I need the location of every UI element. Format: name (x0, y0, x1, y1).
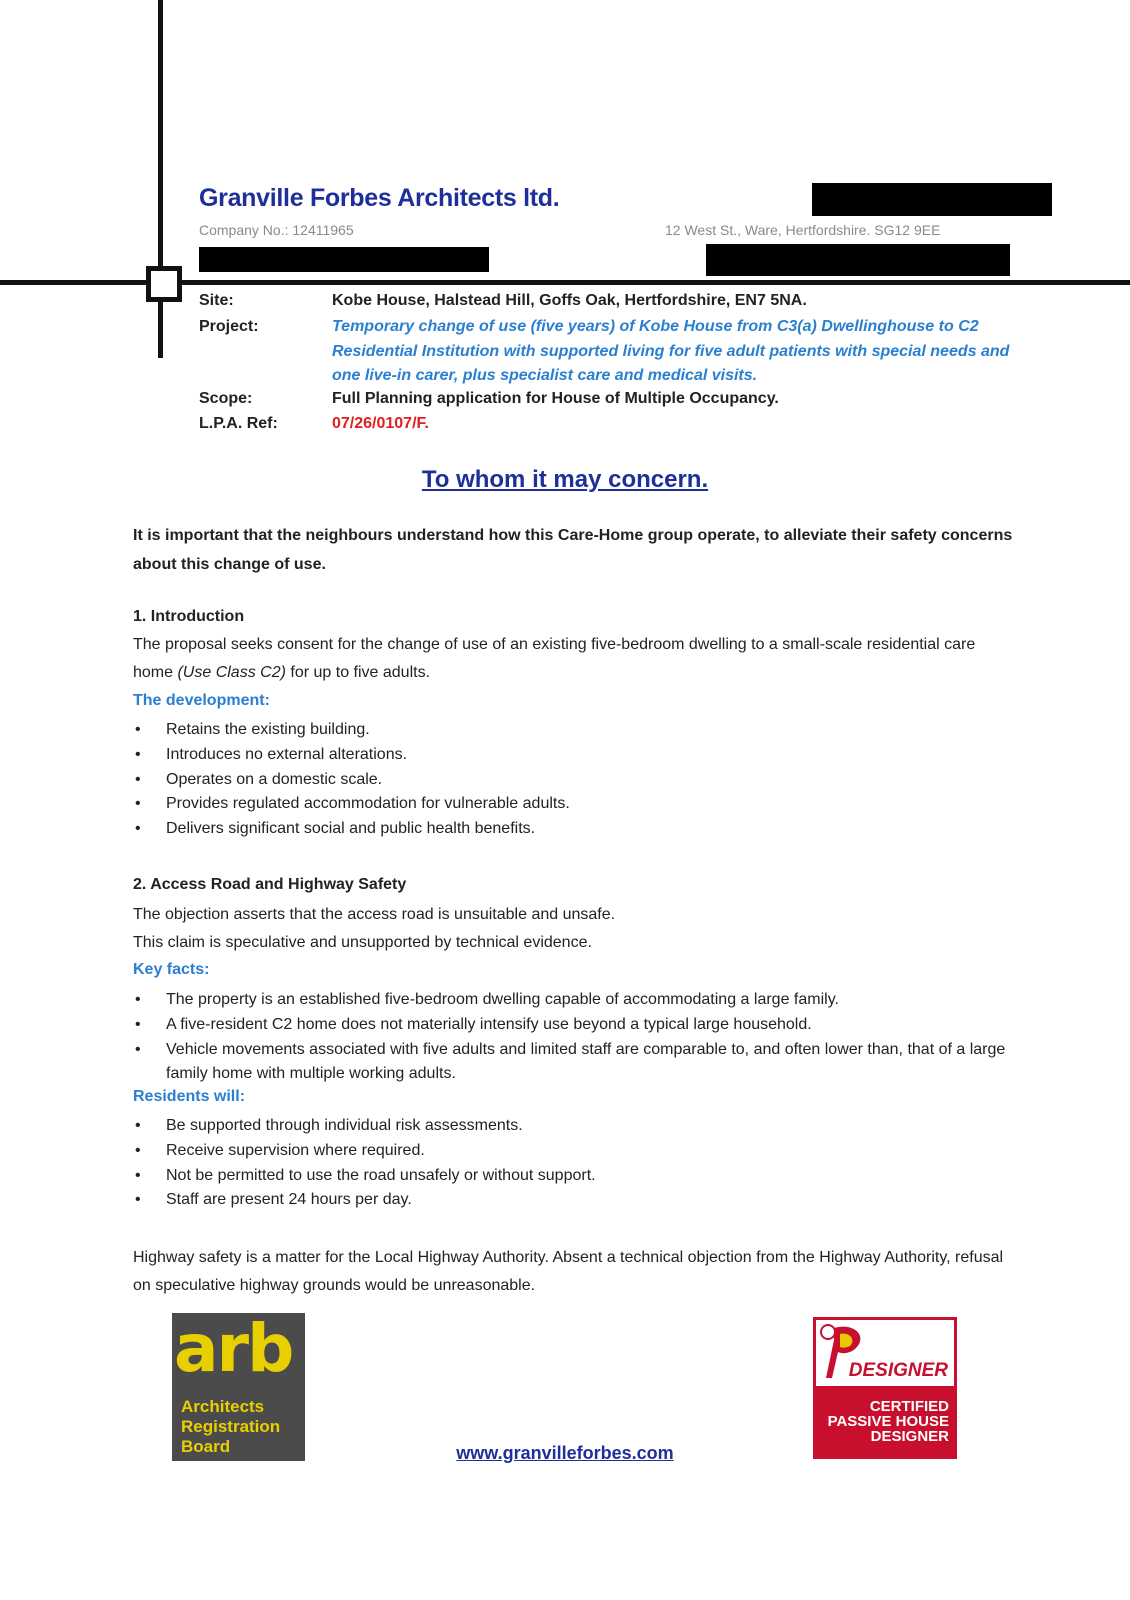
passive-house-cert-text (828, 1399, 949, 1444)
arb-logo-line3: Board (181, 1437, 231, 1456)
closing-paragraph: Highway safety is a matter for the Local Highway Authority. Absent a technical objection from the Highway Authority, refusal on speculative highway grounds would be unreasonable. (133, 1249, 1004, 1294)
list-item: • A five-resident C2 home does not materially intensify use beyond a typical large household. (133, 1013, 1013, 1038)
section1-heading: 1. Introduction (133, 608, 245, 625)
list-item: • Vehicle movements associated with five adults and limited staff are comparable to, and often lower than, that of a large family home with multiple working adults. (133, 1038, 1013, 1088)
section2-heading: 2. Access Road and Highway Safety (133, 876, 407, 893)
residents-list (133, 1114, 1013, 1213)
scope-label: Scope: (199, 390, 253, 407)
redaction-block (812, 183, 1052, 216)
list-item: • The property is an established five-bedroom dwelling capable of accommodating a large family. (133, 988, 1013, 1013)
header-vertical-line (158, 0, 163, 358)
list-item: • Retains the existing building. (133, 718, 1013, 743)
list-item: • Staff are present 24 hours per day. (133, 1188, 1013, 1213)
list-item: • Provides regulated accommodation for vulnerable adults. (133, 792, 1013, 817)
ph-line3: DESIGNER (870, 1428, 949, 1445)
section1-text-b: for up to five adults. (285, 664, 431, 681)
arb-logo-line1: Architects (181, 1397, 265, 1416)
site-value: Kobe House, Halstead Hill, Goffs Oak, Hertfordshire, EN7 5NA. (332, 292, 807, 309)
section1-paragraph (133, 631, 1013, 687)
list-item: • Be supported through individual risk assessments. (133, 1114, 1013, 1139)
passive-house-logo (813, 1317, 957, 1459)
scope-value: Full Planning application for House of Multiple Occupancy. (332, 390, 779, 407)
development-list (133, 718, 1013, 842)
site-label: Site: (199, 292, 234, 309)
company-name: Granville Forbes Architects ltd. (199, 184, 560, 212)
project-value: Temporary change of use (five years) of Kobe House from C3(a) Dwellinghouse to C2 Residential Institution with supported living for five adult patients with special needs and one live-in carer, plus specialist care and medical visits. (332, 318, 1010, 384)
redaction-block (706, 244, 1010, 276)
company-address: 12 West St., Ware, Hertfordshire. SG12 9EE (665, 222, 941, 238)
ref-value-line (332, 415, 429, 433)
project-label: Project: (199, 318, 259, 335)
development-subheading: The development: (133, 692, 270, 709)
intro-paragraph: It is important that the neighbours understand how this Care-Home group operate, to alleviate their safety concerns about this change of use. (133, 527, 1013, 573)
header-corner-box (146, 266, 182, 302)
redaction-block (199, 247, 489, 272)
section2-line2: This claim is speculative and unsupported by technical evidence. (133, 934, 592, 951)
key-facts-list (133, 988, 1013, 1087)
residents-subheading: Residents will: (133, 1088, 246, 1105)
ref-suffix: . (424, 415, 429, 432)
list-item: • Operates on a domestic scale. (133, 768, 1013, 793)
list-item: • Not be permitted to use the road unsafely or without support. (133, 1164, 1013, 1189)
ref-label: L.P.A. Ref: (199, 415, 278, 432)
section1-text-italic: (Use Class C2) (177, 664, 286, 681)
section2-line1: The objection asserts that the access road is unsuitable and unsafe. (133, 906, 616, 923)
ph-line1: CERTIFIED (869, 1398, 949, 1415)
passive-house-designer-word: DESIGNER (848, 1360, 948, 1381)
list-item: • Receive supervision where required. (133, 1139, 1013, 1164)
arb-logo-mark: arb (174, 1313, 293, 1387)
arb-logo (172, 1313, 305, 1461)
company-number: Company No.: 12411965 (199, 222, 354, 238)
section1-text-a: The proposal seeks consent for the change of use of an existing five-bedroom dwelling to a small-scale residential care home (133, 636, 976, 681)
lpa-reference: 07/26/0107/F (332, 415, 425, 432)
list-item: • Introduces no external alterations. (133, 743, 1013, 768)
letter-title-text: To whom it may concern. (421, 466, 709, 493)
key-facts-subheading: Key facts: (133, 961, 210, 978)
arb-logo-line2: Registration (181, 1417, 281, 1436)
ph-line2: PASSIVE HOUSE (827, 1413, 949, 1430)
website-link[interactable] (0, 1443, 1130, 1464)
letter-title (0, 466, 1130, 494)
list-item: • Delivers significant social and public health benefits. (133, 817, 1013, 842)
passive-house-logo-top (816, 1320, 954, 1386)
website-link-text[interactable]: www.granvilleforbes.com (456, 1443, 674, 1463)
